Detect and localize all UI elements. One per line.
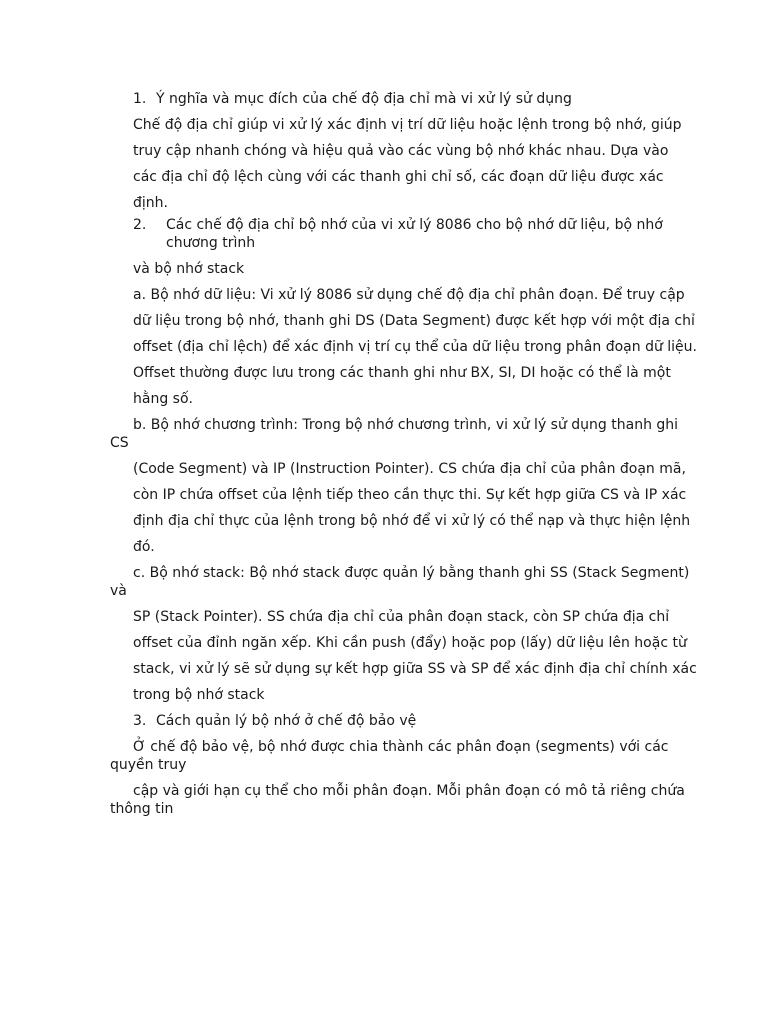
section-heading: Các chế độ địa chỉ bộ nhớ của vi xử lý 8086 cho bộ nhớ dữ liệu, bộ nhớ chương trình bbox=[166, 217, 663, 251]
paragraph-line: stack, vi xử lý sẽ sử dụng sự kết hợp giữa SS và SP để xác định địa chỉ chính xác bbox=[133, 661, 697, 677]
list-item-1 bbox=[110, 90, 700, 108]
section-heading: Ý nghĩa và mục đích của chế độ địa chỉ mà vi xử lý sử dụng bbox=[156, 91, 572, 107]
paragraph-line: offset của đỉnh ngăn xếp. Khi cần push (đẩy) hoặc pop (lấy) dữ liệu lên hoặc từ bbox=[133, 635, 687, 651]
list-number: 3. bbox=[133, 713, 147, 729]
paragraph-line: offset (địa chỉ lệch) để xác định vị trí cụ thể của dữ liệu trong phân đoạn dữ liệu. bbox=[133, 339, 697, 355]
list-number: 2. bbox=[133, 217, 147, 233]
section-heading: Cách quản lý bộ nhớ ở chế độ bảo vệ bbox=[156, 713, 417, 729]
paragraph-line: SP (Stack Pointer). SS chứa địa chỉ của phân đoạn stack, còn SP chứa địa chỉ bbox=[133, 609, 670, 625]
list-item-2 bbox=[110, 216, 700, 252]
paragraph-line: còn IP chứa offset của lệnh tiếp theo cần thực thi. Sự kết hợp giữa CS và IP xác bbox=[133, 487, 687, 503]
paragraph-line: b. Bộ nhớ chương trình: Trong bộ nhớ chương trình, vi xử lý sử dụng thanh ghi CS bbox=[110, 417, 679, 451]
paragraph-line: cập và giới hạn cụ thể cho mỗi phân đoạn. Mỗi phân đoạn có mô tả riêng chứa thông tin bbox=[110, 783, 685, 817]
paragraph-line: Ở chế độ bảo vệ, bộ nhớ được chia thành các phân đoạn (segments) với các quyền truy bbox=[110, 739, 669, 773]
paragraph-line: Offset thường được lưu trong các thanh ghi như BX, SI, DI hoặc có thể là một bbox=[133, 365, 671, 381]
paragraph-line: trong bộ nhớ stack bbox=[133, 687, 265, 703]
list-item-3 bbox=[110, 712, 700, 730]
list-number: 1. bbox=[133, 91, 147, 107]
paragraph-line: và bộ nhớ stack bbox=[133, 261, 245, 277]
paragraph-line: đó. bbox=[133, 539, 155, 555]
paragraph-line: định. bbox=[133, 195, 168, 211]
paragraph-line: (Code Segment) và IP (Instruction Pointer). CS chứa địa chỉ của phân đoạn mã, bbox=[133, 461, 686, 477]
paragraph-line: hằng số. bbox=[133, 391, 193, 407]
paragraph-line: a. Bộ nhớ dữ liệu: Vi xử lý 8086 sử dụng chế độ địa chỉ phân đoạn. Để truy cập bbox=[133, 287, 685, 303]
paragraph-line: c. Bộ nhớ stack: Bộ nhớ stack được quản lý bằng thanh ghi SS (Stack Segment) và bbox=[110, 565, 690, 599]
paragraph-line: các địa chỉ độ lệch cùng với các thanh ghi chỉ số, các đoạn dữ liệu được xác bbox=[133, 169, 664, 185]
paragraph-line: dữ liệu trong bộ nhớ, thanh ghi DS (Data Segment) được kết hợp với một địa chỉ bbox=[133, 313, 695, 329]
paragraph-line: truy cập nhanh chóng và hiệu quả vào các vùng bộ nhớ khác nhau. Dựa vào bbox=[133, 143, 669, 159]
document-body bbox=[110, 90, 700, 826]
paragraph-line: định địa chỉ thực của lệnh trong bộ nhớ để vi xử lý có thể nạp và thực hiện lệnh bbox=[133, 513, 691, 529]
paragraph-line: Chế độ địa chỉ giúp vi xử lý xác định vị trí dữ liệu hoặc lệnh trong bộ nhớ, giúp bbox=[133, 117, 682, 133]
